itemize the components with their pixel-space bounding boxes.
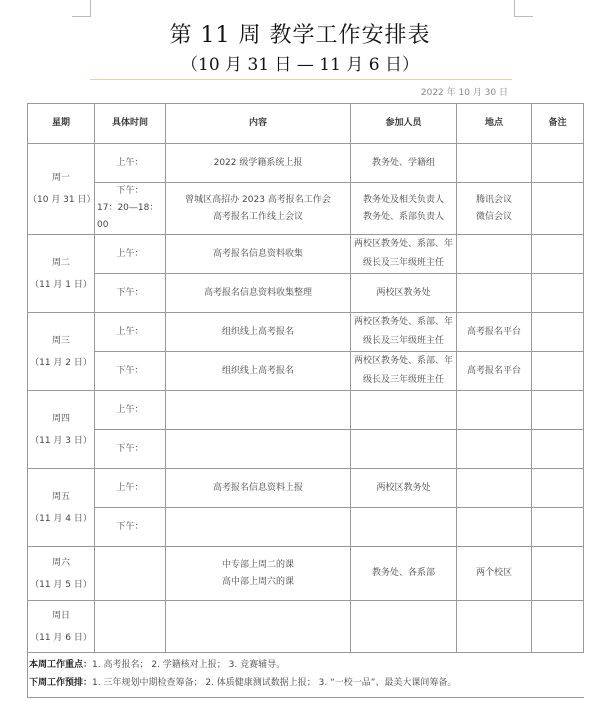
day-name: 周一 bbox=[51, 173, 70, 183]
footer-row bbox=[28, 653, 584, 698]
header-notes: 备注 bbox=[532, 104, 584, 144]
day-cell bbox=[28, 469, 95, 547]
time-cell: 上午： bbox=[95, 313, 166, 352]
notes-cell bbox=[532, 430, 584, 469]
content-cell: 高考报名信息资料收集整理 bbox=[166, 274, 351, 313]
footer-cell bbox=[28, 653, 584, 698]
content-cell bbox=[166, 391, 351, 430]
day-cell bbox=[28, 391, 95, 469]
day-name: 周二 bbox=[51, 257, 70, 268]
place-cell bbox=[457, 601, 532, 653]
people-cell bbox=[351, 183, 457, 235]
notes-cell bbox=[532, 313, 584, 352]
table-row bbox=[28, 352, 584, 391]
day-date: （11 月 1 日） bbox=[30, 279, 92, 290]
time-cell: 上午： bbox=[95, 391, 166, 430]
notes-cell bbox=[532, 235, 584, 274]
day-date: （11 月 2 日） bbox=[30, 357, 92, 368]
people-cell: 两校区教务处、系部、年级长及三年级班主任 bbox=[351, 352, 457, 391]
time-text: 下午： bbox=[116, 186, 144, 196]
content-text: 曾城区高招办 2023 高考报名工作会 bbox=[185, 194, 331, 205]
day-date: （11 月 6 日） bbox=[30, 632, 92, 643]
content-cell: 高考报名信息资料收集 bbox=[166, 235, 351, 274]
place-cell bbox=[457, 430, 532, 469]
time-cell: 上午： bbox=[95, 144, 166, 183]
content-cell bbox=[166, 183, 351, 235]
people-cell: 两校区教务处 bbox=[351, 469, 457, 508]
day-cell bbox=[28, 235, 95, 313]
day-cell bbox=[28, 313, 95, 391]
time-cell bbox=[95, 547, 166, 601]
people-cell: 教务处、学籍组 bbox=[351, 144, 457, 183]
day-date: （11 月 3 日） bbox=[30, 435, 92, 446]
day-cell bbox=[28, 547, 95, 601]
notes-cell bbox=[532, 352, 584, 391]
next-week-label: 下周工作预排： bbox=[29, 678, 93, 688]
notes-cell bbox=[532, 144, 584, 183]
time-range: 17：20—18：00 bbox=[97, 203, 159, 230]
people-cell: 两校区教务处、系部、年级长及三年级班主任 bbox=[351, 313, 457, 352]
day-cell bbox=[28, 144, 95, 235]
header-row bbox=[28, 104, 584, 144]
notes-cell bbox=[532, 508, 584, 547]
people-cell bbox=[351, 391, 457, 430]
document-subtitle: （10 月 31 日 — 11 月 6 日） bbox=[181, 55, 419, 75]
place-cell bbox=[457, 274, 532, 313]
document-title: 第 11 周 教学工作安排表 bbox=[169, 23, 431, 48]
people-text: 教务处、系部负责人 bbox=[362, 211, 444, 222]
place-cell: 两个校区 bbox=[457, 547, 532, 601]
schedule-table bbox=[27, 103, 584, 698]
table-row bbox=[28, 274, 584, 313]
table-row bbox=[28, 469, 584, 508]
content-text: 高考报名工作线上会议 bbox=[212, 211, 303, 222]
place-cell bbox=[457, 391, 532, 430]
place-cell: 高考报名平台 bbox=[457, 313, 532, 352]
place-cell bbox=[457, 508, 532, 547]
day-name: 周六 bbox=[51, 557, 70, 568]
time-cell: 下午： bbox=[95, 508, 166, 547]
time-cell bbox=[95, 183, 166, 235]
weekly-focus-text: 1. 高考报名； 2. 学籍核对上报； 3. 竞赛辅导。 bbox=[92, 660, 286, 670]
people-cell bbox=[351, 430, 457, 469]
people-cell: 两校区教务处、系部、年级长及三年级班主任 bbox=[351, 235, 457, 274]
people-cell bbox=[351, 601, 457, 653]
place-text: 腾讯会议 bbox=[475, 194, 512, 205]
table-row bbox=[28, 601, 584, 653]
day-name: 周五 bbox=[51, 491, 70, 502]
page-corner-mark bbox=[514, 0, 533, 17]
day-name: 周日 bbox=[51, 610, 70, 621]
content-cell bbox=[166, 601, 351, 653]
content-cell: 2022 级学籍系统上报 bbox=[166, 144, 351, 183]
header-place: 地点 bbox=[457, 104, 532, 144]
table-row bbox=[28, 144, 584, 183]
table-row bbox=[28, 183, 584, 235]
day-date: （11 月 4 日） bbox=[30, 513, 92, 524]
header-people: 参加人员 bbox=[351, 104, 457, 144]
table-row bbox=[28, 430, 584, 469]
people-text: 教务处及相关负责人 bbox=[362, 194, 444, 205]
notes-cell bbox=[532, 391, 584, 430]
header-content: 内容 bbox=[166, 104, 351, 144]
content-cell bbox=[166, 508, 351, 547]
place-cell: 高考报名平台 bbox=[457, 352, 532, 391]
issue-date: 2022 年 10 月 30 日 bbox=[420, 88, 508, 98]
table-row bbox=[28, 235, 584, 274]
header-weekday: 星期 bbox=[28, 104, 95, 144]
day-cell bbox=[28, 601, 95, 653]
content-cell: 组织线上高考报名 bbox=[166, 313, 351, 352]
content-text: 中专部上周二的课 bbox=[221, 559, 294, 570]
next-week-text: 1. 三年规划中期检查筹备； 2. 体质健康测试数据上报； 3. “一校一品”、最美大课间筹备。 bbox=[92, 678, 457, 688]
time-cell: 下午： bbox=[95, 430, 166, 469]
place-text: 微信会议 bbox=[475, 211, 512, 222]
people-cell: 教务处、各系部 bbox=[351, 547, 457, 601]
people-cell: 两校区教务处 bbox=[351, 274, 457, 313]
day-name: 周四 bbox=[51, 413, 70, 424]
place-cell bbox=[457, 144, 532, 183]
content-cell: 高考报名信息资料上报 bbox=[166, 469, 351, 508]
table-row bbox=[28, 391, 584, 430]
title-divider bbox=[90, 79, 512, 80]
day-name: 周三 bbox=[51, 335, 70, 346]
content-cell: 组织线上高考报名 bbox=[166, 352, 351, 391]
place-cell bbox=[457, 235, 532, 274]
time-cell: 下午： bbox=[95, 274, 166, 313]
content-cell bbox=[166, 430, 351, 469]
table-row bbox=[28, 547, 584, 601]
people-cell bbox=[351, 508, 457, 547]
notes-cell bbox=[532, 547, 584, 601]
notes-cell bbox=[532, 469, 584, 508]
page-corner-mark bbox=[72, 0, 91, 17]
place-cell bbox=[457, 183, 532, 235]
notes-cell bbox=[532, 183, 584, 235]
next-week-plan bbox=[29, 674, 584, 692]
table-row bbox=[28, 508, 584, 547]
time-cell: 下午： bbox=[95, 352, 166, 391]
table-row bbox=[28, 313, 584, 352]
time-cell bbox=[95, 601, 166, 653]
weekly-focus-label: 本周工作重点： bbox=[29, 660, 93, 670]
day-date: （11 月 5 日） bbox=[30, 579, 92, 590]
time-cell: 上午： bbox=[95, 235, 166, 274]
place-cell bbox=[457, 469, 532, 508]
day-date: （10 月 31 日） bbox=[28, 195, 96, 205]
notes-cell bbox=[532, 601, 584, 653]
notes-cell bbox=[532, 274, 584, 313]
header-time: 具体时间 bbox=[95, 104, 166, 144]
content-cell bbox=[166, 547, 351, 601]
time-cell: 上午： bbox=[95, 469, 166, 508]
content-text: 高中部上周六的课 bbox=[221, 576, 294, 587]
weekly-focus bbox=[29, 656, 584, 674]
